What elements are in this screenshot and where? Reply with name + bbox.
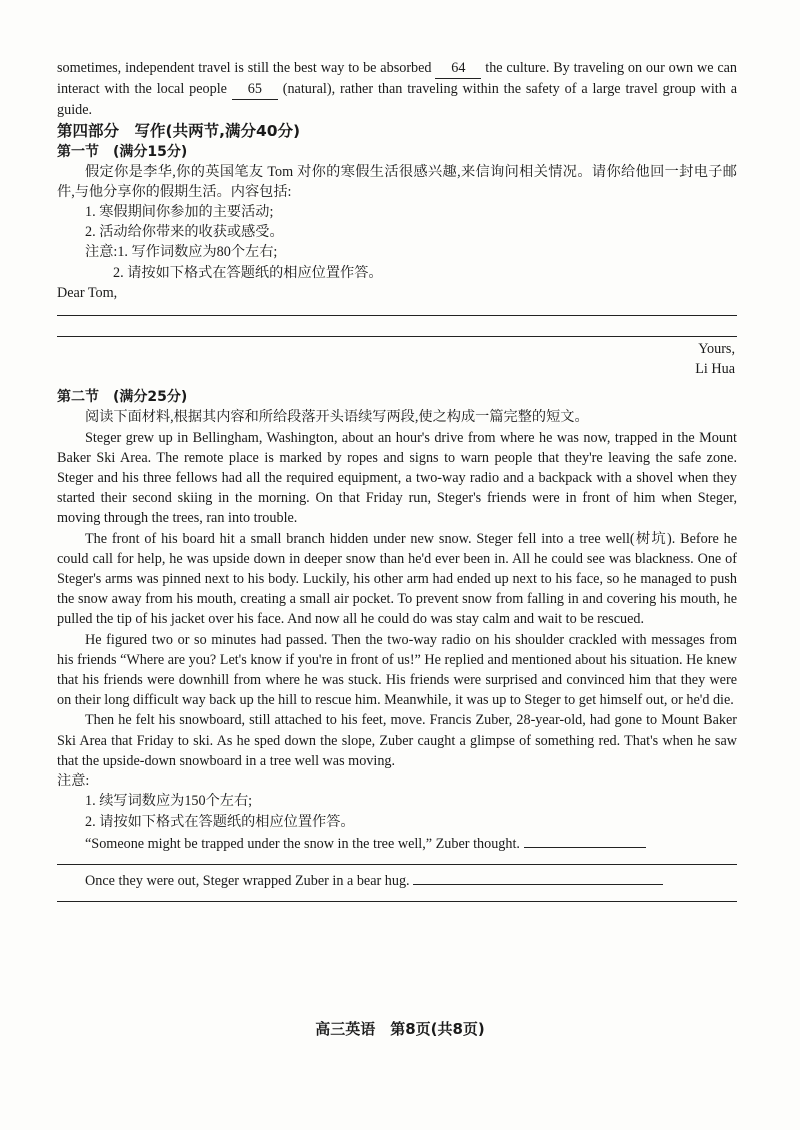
opener-1-blank bbox=[524, 847, 646, 848]
section2-note-2: 2. 请按如下格式在答题纸的相应位置作答。 bbox=[85, 813, 355, 830]
opener-2: Once they were out, Steger wrapped Zuber in a bear hug. bbox=[85, 872, 410, 889]
signature: Li Hua bbox=[695, 361, 735, 378]
opener-1-line bbox=[57, 834, 737, 854]
story-paragraph-2: The front of his board hit a small branch hidden under new snow. Steger fell into a tree well(树坑). Before he could call for help, he was upside down in deeper snow than he'd ever been in. All he could see was blackness. One of Steger's arms was pinned next to his body. Luckily, his other arm had ended up next to his face, so he managed to push the snow away from his mouth, creating a small air pocket. To prevent snow from falling in and covering his mouth, he pulled the tip of his jacket over his face. And now all he could do was stay calm and wait to be rescued. bbox=[57, 530, 737, 628]
section1-item-2: 2. 活动给你带来的收获或感受。 bbox=[85, 224, 284, 241]
section2-note-1: 1. 续写词数应为150个左右; bbox=[85, 793, 253, 810]
answer-line-3 bbox=[57, 864, 737, 865]
section1-title: 第一节 (满分15分) bbox=[57, 143, 188, 160]
exam-page bbox=[57, 58, 737, 902]
answer-line-2 bbox=[57, 336, 737, 337]
passage-text-b: the culture. By traveling on our own we can interact with the local people bbox=[57, 60, 738, 98]
blank-64 bbox=[435, 58, 481, 79]
section1-note-2: 2. 请按如下格式在答题纸的相应位置作答。 bbox=[113, 264, 383, 281]
section2-title: 第二节 (满分25分) bbox=[57, 389, 188, 406]
passage-text-c: (natural), rather than traveling within the safety of a large travel group with a guide. bbox=[57, 81, 737, 119]
opener-2-blank bbox=[413, 884, 663, 885]
closing: Yours, bbox=[698, 341, 735, 358]
part4-title: 第四部分 写作(共两节,满分40分) bbox=[57, 121, 301, 140]
note-heading: 注意: bbox=[57, 773, 90, 790]
opener-2-line bbox=[57, 871, 737, 891]
section1-item-1: 1. 寒假期间你参加的主要活动; bbox=[85, 204, 274, 221]
story-paragraph-1: Steger grew up in Bellingham, Washington, about an hour's drive from where he was now, trapped in the Mount Baker Ski Area. The remote place is marked by ropes and signs to warn people that they're leaving the safe zone. Steger and his three fellows had all the required equipment, a two-way radio and a backpack with a shovel when they started their second skiing in the morning. On that Friday run, Steger's friends were in front of him when Steger, moving through the trees, ran into trouble. bbox=[57, 429, 737, 527]
blank-65 bbox=[232, 79, 278, 100]
section1-prompt: 假定你是李华,你的英国笔友 Tom 对你的寒假生活很感兴趣,来信询问相关情况。请你给他回一封电子邮件,与他分享你的假期生活。内容包括: bbox=[57, 163, 737, 200]
section2-prompt: 阅读下面材料,根据其内容和所给段落开头语续写两段,使之构成一篇完整的短文。 bbox=[85, 409, 589, 426]
blank-65-number: 65 bbox=[247, 81, 262, 98]
section1-note-1: 注意:1. 写作词数应为80个左右; bbox=[85, 244, 278, 261]
salutation: Dear Tom, bbox=[57, 284, 118, 301]
answer-line-4 bbox=[57, 901, 737, 902]
blank-64-number: 64 bbox=[451, 60, 466, 76]
story-paragraph-4: Then he felt his snowboard, still attached to his feet, move. Francis Zuber, 28-year-old, had gone to Mount Baker Ski Area that Friday to ski. As he sped down the slope, Zuber caught a glimpse of something red. That's when he saw that the upside-down snowboard in a tree well was moving. bbox=[57, 712, 737, 769]
page-footer: 高三英语 第8页(共8页) bbox=[315, 1020, 485, 1038]
story-paragraph-3: He figured two or so minutes had passed. Then the two-way radio on his shoulder crackled with messages from his friends “Where are you? Let's know if you're in front of us!” He replied and mentioned about his situation. He knew that his friends were downhill from where he was stuck. His friends were surprised and convinced him that they were on their long difficult way back up the hill to rescue him. Meanwhile, it was up to Steger to get himself out, or he'd die. bbox=[57, 631, 737, 709]
opener-1: “Someone might be trapped under the snow in the tree well,” Zuber thought. bbox=[85, 835, 520, 852]
passage-text-a: sometimes, independent travel is still the best way to be absorbed bbox=[57, 60, 432, 76]
passage-tail bbox=[57, 58, 737, 121]
